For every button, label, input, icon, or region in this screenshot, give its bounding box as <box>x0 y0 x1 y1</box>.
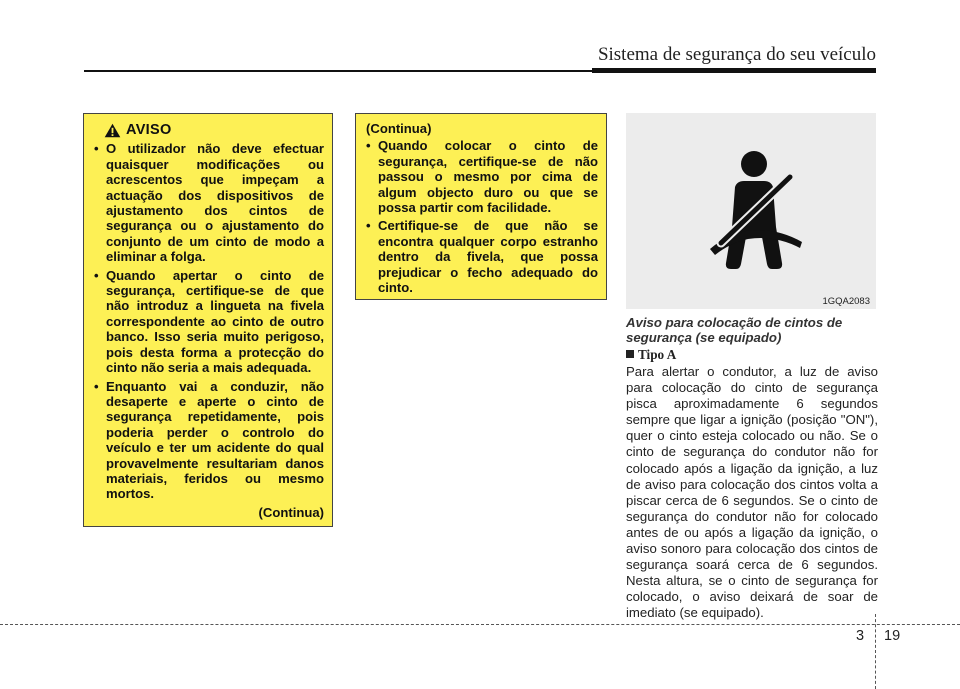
section-subheading <box>626 347 676 363</box>
seatbelt-illustration <box>626 113 876 309</box>
warning-item: • Certifique-se de que não se encontra qualquer corpo estranho dentro da fivela, que possa prejudicar o fecho adequado do cinto. <box>364 218 598 295</box>
warning-list <box>364 138 598 295</box>
warning-list <box>92 141 324 501</box>
page-number-separator <box>875 614 876 689</box>
footer-rule <box>0 624 960 625</box>
warning-box-aviso <box>83 113 333 527</box>
page-header-title: Sistema de segurança do seu veículo <box>597 44 876 65</box>
continued-from-label: (Continua) <box>366 121 432 136</box>
warning-header <box>104 123 324 138</box>
section-number: 3 <box>856 628 865 644</box>
warning-item: • O utilizador não deve efectuar quaisquer modificações ou acrescentos que impeçam a actuação dos dispositivos de ajustamento dos cintos de segurança ou o ajustamento do conjunto de um cinto de modo a eliminar a folga. <box>92 141 324 264</box>
seatbelt-warning-icon <box>626 113 876 309</box>
warning-box-continued <box>355 113 607 300</box>
section-heading: Aviso para colocação de cintos de segurança (se equipado) <box>626 315 843 345</box>
warning-triangle-icon <box>104 123 121 138</box>
page-number: 19 <box>884 628 901 644</box>
header-rule-accent <box>592 68 876 73</box>
warning-item: • Quando colocar o cinto de segurança, certifique-se de não passou o mesmo por cima de algum objecto duro ou que se possa partir com facilidade. <box>364 138 598 215</box>
subheading-label: Tipo A <box>638 347 677 362</box>
warning-title: AVISO <box>126 122 172 138</box>
continued-label: (Continua) <box>258 504 324 520</box>
section-body: Para alertar o condutor, a luz de aviso para colocação do cinto de segurança pisca aproximadamente 6 segundos sempre que ligar a ignição (posição "ON"), quer o cinto esteja colocado ou não. Se o cinto de segurança do condutor não for colocado após a ligação da ignição, a luz de aviso para colocação dos cintos volta a piscar cerca de 6 segundos. Se o cinto de segurança do condutor não for colocado antes de ou após a ligação da ignição, o aviso sonoro para colocação dos cintos de segurança soará cerca de 6 segundos. Nesta altura, se o cinto de segurança for colocado, o aviso deixará de soar de imediato (se equipado). <box>626 364 878 621</box>
warning-item: • Enquanto vai a conduzir, não desaperte e aperte o cinto de segurança repetidamente, pois poderia perder o controlo do veículo e ter um acidente do qual provavelmente resultariam danos materiais, feridos ou mesmo mortos. <box>92 379 324 502</box>
figure-code: 1GQA2083 <box>822 296 870 307</box>
square-bullet-icon <box>626 350 634 358</box>
warning-item: • Quando apertar o cinto de segurança, certifique-se de que não introduz a lingueta na fivela correspondente ao cinto de outro banco. Isso seria muito perigoso, pois desta forma a protecção do cinto não seria a mais adequada. <box>92 268 324 376</box>
